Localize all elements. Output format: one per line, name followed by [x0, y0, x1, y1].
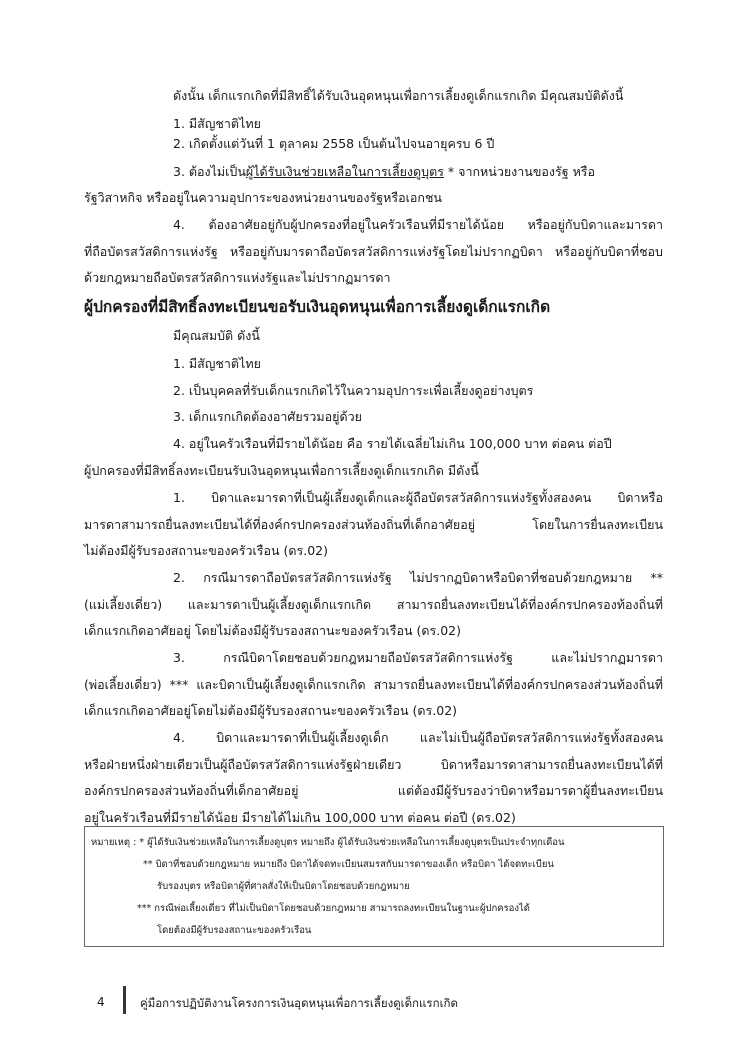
- paragraph-intro: ดังนั้น เด็กแรกเกิดที่มีสิทธิ์ได้รับเงินอุดหนุนเพื่อการเลี้ยงดูเด็กแรกเกิด มีคุณสมบัติดังนี้: [173, 88, 624, 103]
- footnote-box: [84, 826, 664, 947]
- list-item-continuation: (แม่เลี้ยงเดี่ยว) และมารดาเป็นผู้เลี้ยงดูเด็กแรกเกิด สามารถยื่นลงทะเบียนได้ที่องค์กรปกครองท้องถิ่นที่: [84, 597, 663, 612]
- item-text: 3. ต้องไม่เป็น: [173, 164, 246, 179]
- list-item: 1. มีสัญชาติไทย: [173, 356, 261, 371]
- list-item: 1. มีสัญชาติไทย: [173, 116, 261, 131]
- list-item-continuation: เด็กแรกเกิดอาศัยอยู่โดยไม่ต้องมีผู้รับรองสถานะของครัวเรือน (ดร.02): [84, 703, 458, 718]
- list-item-continuation: มารดาสามารถยื่นลงทะเบียนได้ที่องค์กรปกครองส่วนท้องถิ่นที่เด็กอาศัยอยู่ โดยในการยื่นลงทะเบียน: [84, 517, 663, 532]
- section-heading: ผู้ปกครองที่มีสิทธิ์ลงทะเบียนขอรับเงินอุดหนุนเพื่อการเลี้ยงดูเด็กแรกเกิด: [84, 298, 551, 316]
- list-item-continuation: อยู่ในครัวเรือนที่มีรายได้น้อย มีรายได้ไม่เกิน 100,000 บาท ต่อคน ต่อปี (ดร.02): [84, 810, 516, 825]
- list-item: 1. บิดาและมารดาที่เป็นผู้เลี้ยงดูเด็กและผู้ถือบัตรสวัสดิการแห่งรัฐทั้งสองคน บิดาหรือ: [173, 490, 663, 505]
- page-number: 4: [97, 995, 105, 1009]
- list-item-continuation: (พ่อเลี้ยงเดี่ยว) *** และบิดาเป็นผู้เลี้ยงดูเด็กแรกเกิด สามารถยื่นลงทะเบียนได้ที่องค์กรปกครองส่วนท้องถิ่นที่: [84, 677, 663, 692]
- list-item: 4. อยู่ในครัวเรือนที่มีรายได้น้อย คือ รายได้เฉลี่ยไม่เกิน 100,000 บาท ต่อคน ต่อปี: [173, 436, 612, 451]
- footnote-line: โดยต้องมีผู้รับรองสถานะของครัวเรือน: [157, 925, 312, 936]
- list-item-continuation: หรือฝ่ายหนึ่งฝ่ายเดียวเป็นผู้ถือบัตรสวัสดิการแห่งรัฐฝ่ายเดียว บิดาหรือมารดาสามารถยื่นลงทะเบียนได้ที่: [84, 757, 663, 772]
- list-item-continuation: รัฐวิสาหกิจ หรืออยู่ในความอุปการะของหน่วยงานของรัฐหรือเอกชน: [84, 190, 442, 205]
- footnote-line: *** กรณีพ่อเลี้ยงเดี่ยว ที่ไม่เป็นบิดาโดยชอบด้วยกฎหมาย สามารถลงทะเบียนในฐานะผู้ปกครองได้: [137, 903, 530, 914]
- list-item-continuation: ด้วยกฎหมายถือบัตรสวัสดิการแห่งรัฐและไม่ปรากฏมารดา: [84, 270, 391, 285]
- list-item: 4. บิดาและมารดาที่เป็นผู้เลี้ยงดูเด็ก และไม่เป็นผู้ถือบัตรสวัสดิการแห่งรัฐทั้งสองคน: [173, 730, 663, 745]
- list-item: 3. กรณีบิดาโดยชอบด้วยกฎหมายถือบัตรสวัสดิการแห่งรัฐ และไม่ปรากฏมารดา: [173, 650, 663, 665]
- list-item: 2. เป็นบุคคลที่รับเด็กแรกเกิดไว้ในความอุปการะเพื่อเลี้ยงดูอย่างบุตร: [173, 383, 534, 398]
- list-item: 4. ต้องอาศัยอยู่กับผู้ปกครองที่อยู่ในครัวเรือนที่มีรายได้น้อย หรืออยู่กับบิดาและมารดา: [173, 217, 663, 232]
- list-item-continuation: องค์กรปกครองส่วนท้องถิ่นที่เด็กอาศัยอยู่ แต่ต้องมีผู้รับรองว่าบิดาหรือมารดาผู้ยื่นลงทะเบียน: [84, 783, 663, 798]
- footnote-line: รับรองบุตร หรือบิดาผู้ที่ศาลสั่งให้เป็นบิดาโดยชอบด้วยกฎหมาย: [157, 881, 410, 892]
- list-item: [173, 164, 595, 180]
- paragraph-intro: ผู้ปกครองที่มีสิทธิ์ลงทะเบียนรับเงินอุดหนุนเพื่อการเลี้ยงดูเด็กแรกเกิด มีดังนี้: [84, 463, 479, 478]
- footer-title: คู่มือการปฏิบัติงานโครงการเงินอุดหนุนเพื่อการเลี้ยงดูเด็กแรกเกิด: [140, 996, 458, 1010]
- list-item: 3. เด็กแรกเกิดต้องอาศัยรวมอยู่ด้วย: [173, 409, 362, 424]
- list-item-continuation: ไม่ต้องมีผู้รับรองสถานะของครัวเรือน (ดร.02): [84, 543, 328, 558]
- list-item: 2. กรณีมารดาถือบัตรสวัสดิการแห่งรัฐ ไม่ปรากฏบิดาหรือบิดาที่ชอบด้วยกฎหมาย **: [173, 570, 663, 585]
- underlined-term: ผู้ได้รับเงินช่วยเหลือในการเลี้ยงดูบุตร: [245, 164, 444, 179]
- footnote-line: ** บิดาที่ชอบด้วยกฎหมาย หมายถึง บิดาได้จดทะเบียนสมรสกับมารดาของเด็ก หรือบิดา ได้จดทะเบียน: [143, 859, 554, 870]
- footer-divider: [123, 986, 126, 1014]
- list-item-continuation: เด็กแรกเกิดอาศัยอยู่ โดยไม่ต้องมีผู้รับรองสถานะของครัวเรือน (ดร.02): [84, 623, 461, 638]
- paragraph-lead: มีคุณสมบัติ ดังนี้: [173, 328, 260, 343]
- footnote-line: หมายเหตุ : * ผู้ได้รับเงินช่วยเหลือในการเลี้ยงดูบุตร หมายถึง ผู้ได้รับเงินช่วยเหลือในการเลี้ยงดูบุตรเป็นประจำทุกเดือน: [91, 837, 565, 848]
- item-text: * จากหน่วยงานของรัฐ หรือ: [443, 164, 596, 179]
- list-item-continuation: ที่ถือบัตรสวัสดิการแห่งรัฐ หรืออยู่กับมารดาถือบัตรสวัสดิการแห่งรัฐโดยไม่ปรากฏบิดา หรืออยู่กับบิดาที่ชอบ: [84, 244, 663, 259]
- list-item: 2. เกิดตั้งแต่วันที่ 1 ตุลาคม 2558 เป็นต้นไปจนอายุครบ 6 ปี: [173, 136, 495, 151]
